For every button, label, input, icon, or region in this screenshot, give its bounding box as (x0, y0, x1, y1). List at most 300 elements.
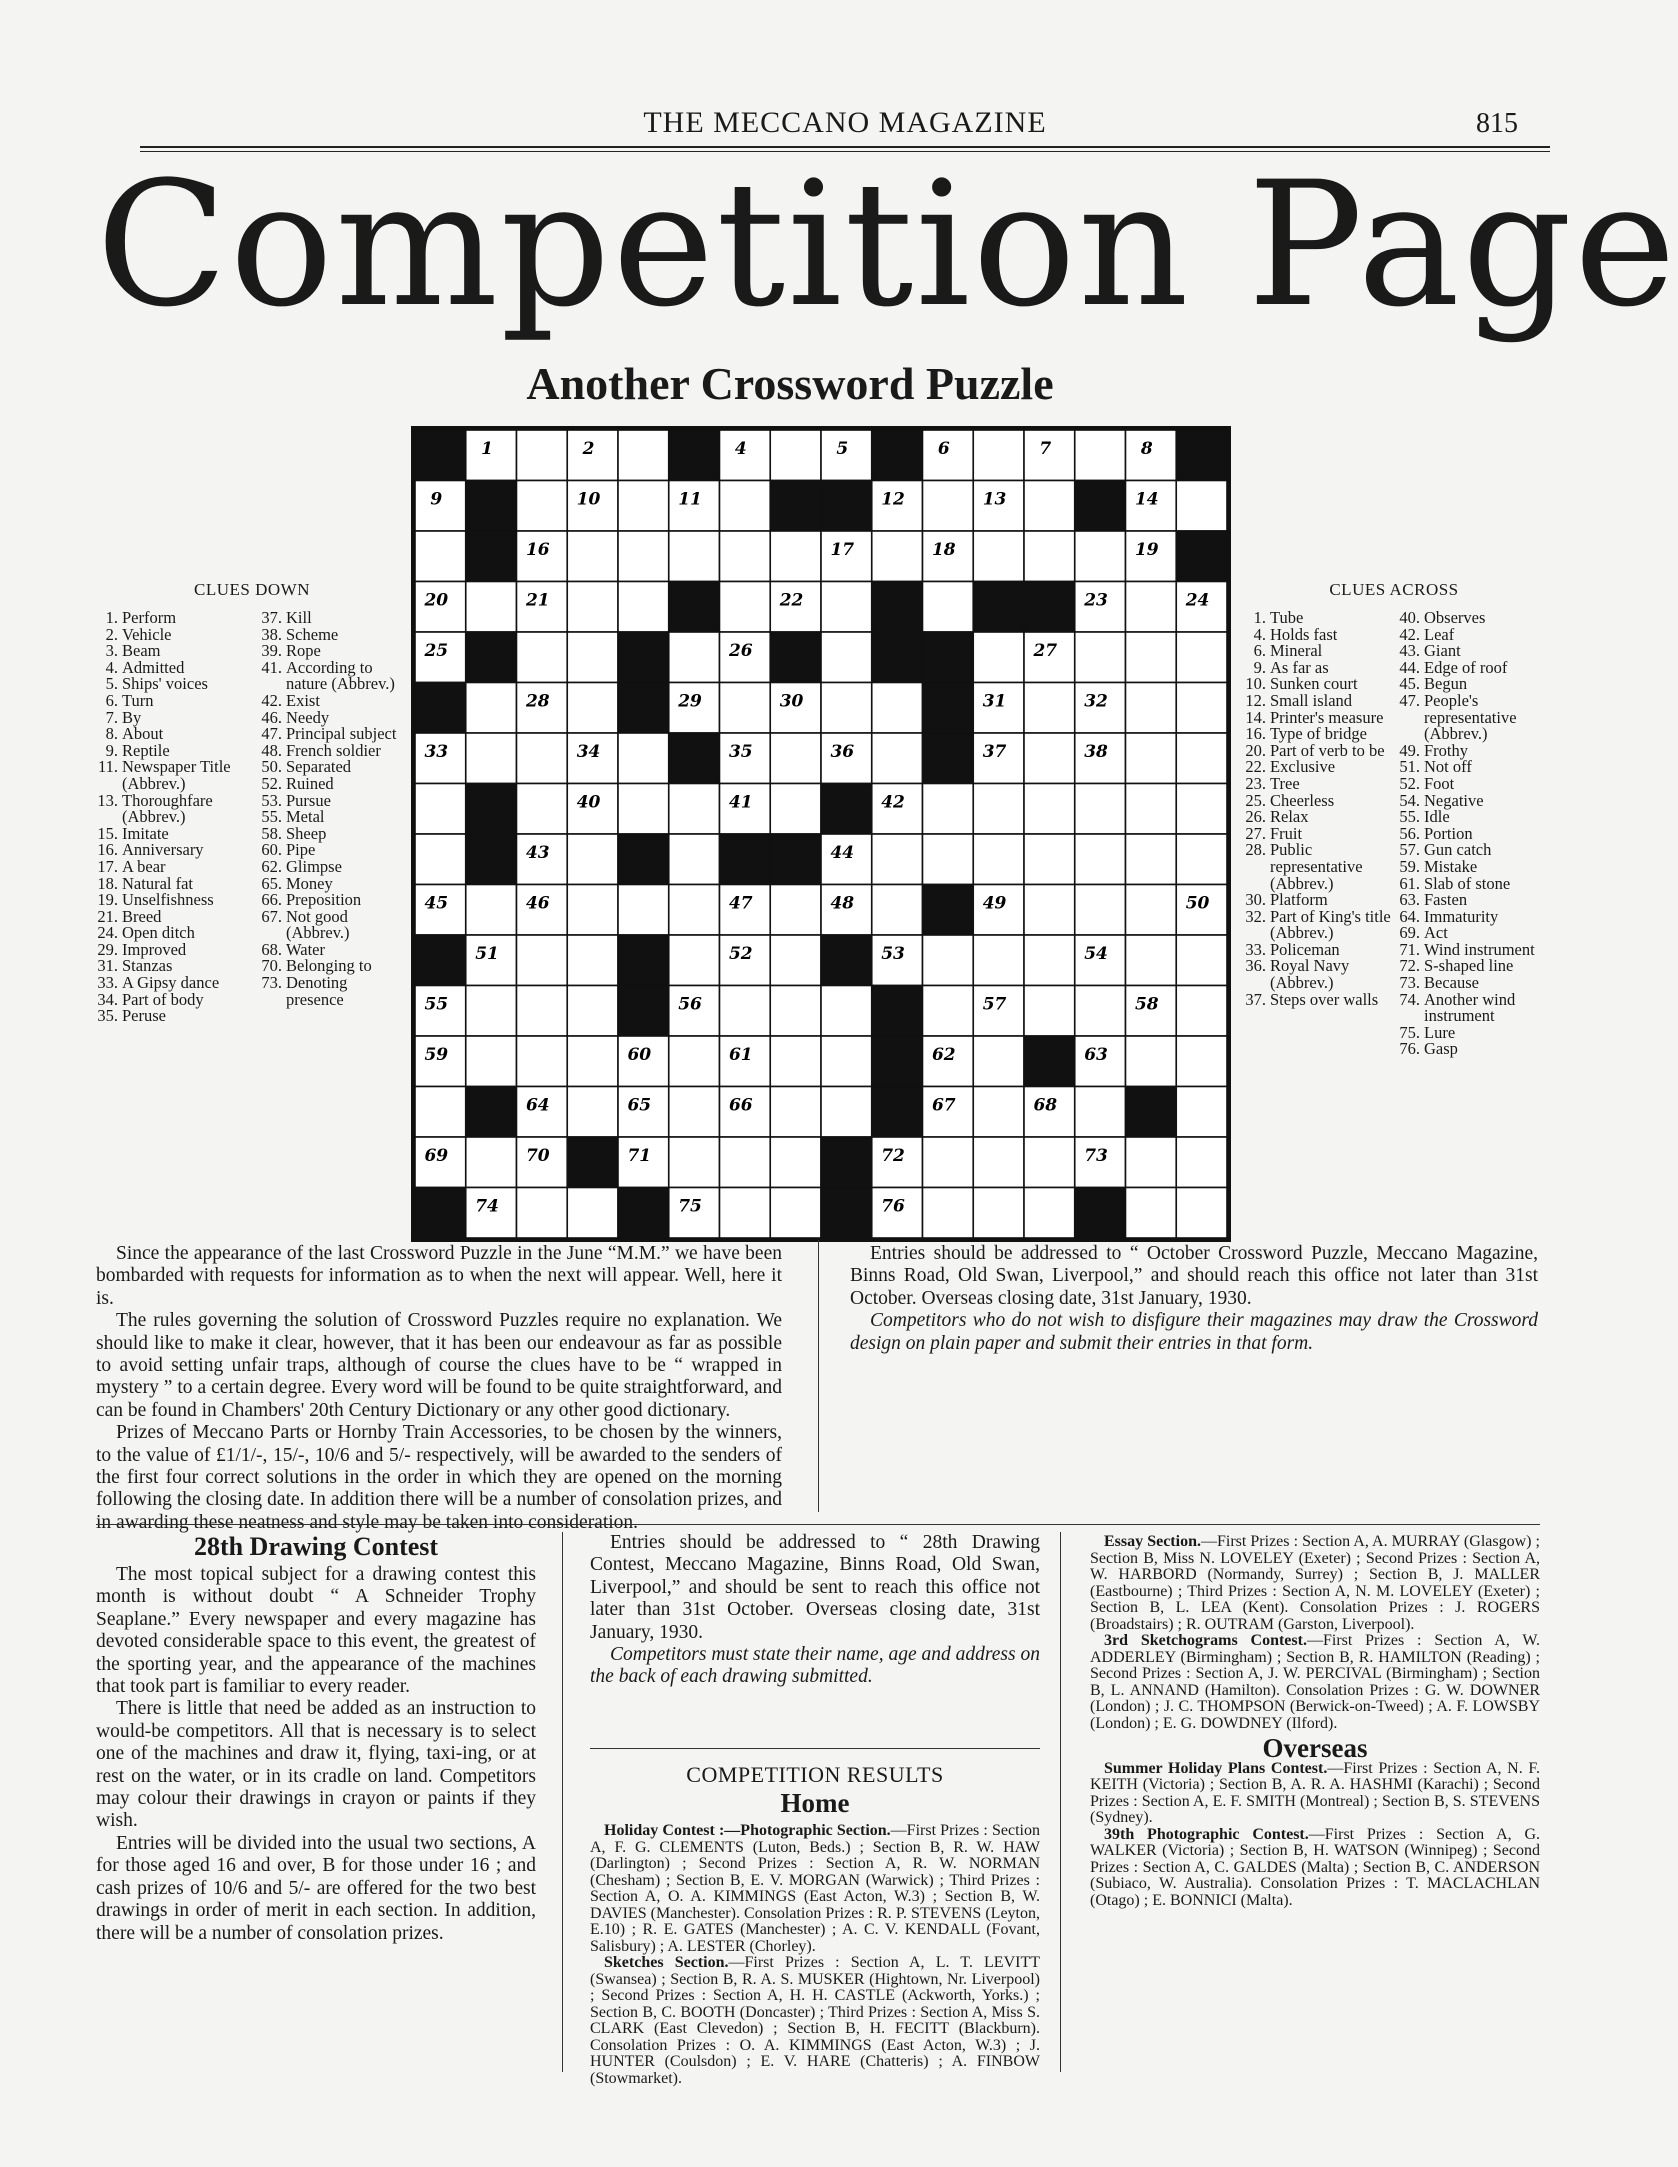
black-square (618, 986, 669, 1037)
clue-number: 73. (261, 973, 282, 993)
cell-number: 54 (1084, 944, 1108, 965)
clue-number: 68. (261, 939, 282, 959)
clue-text: Portion (1424, 823, 1473, 843)
clue-number: 7. (105, 707, 118, 727)
clue-item (96, 989, 256, 1009)
crossword-cell (1126, 1137, 1177, 1188)
clue-number: 65. (261, 873, 282, 893)
cell-number: 73 (1084, 1146, 1108, 1167)
cell-number: 34 (576, 742, 601, 763)
black-square (872, 1087, 923, 1138)
cell-number: 65 (627, 1095, 652, 1116)
clue-text: Scheme (286, 624, 339, 644)
clue-item (260, 790, 408, 810)
clue-number: 55. (261, 807, 282, 827)
crossword-grid (411, 426, 1231, 1242)
clue-text: Tube (1270, 608, 1304, 627)
crossword-cell (517, 632, 568, 683)
clue-number: 36. (1245, 956, 1266, 976)
intro-paragraph-4: Entries should be addressed to “ October Crossword Puzzle, Meccano Magazine, Binns Road, Old Swan, Liverpool,” and should reach this office not later than 31st October. Overseas closing date, 31st January, 1930. (850, 1243, 1538, 1309)
black-square (1075, 1188, 1126, 1239)
clue-text: Anniversary (122, 840, 204, 860)
crossword-cell (770, 1188, 821, 1239)
clue-number: 23. (1245, 773, 1266, 793)
crossword-cell (872, 885, 923, 936)
clue-item (260, 856, 408, 876)
clue-item (1244, 906, 1394, 943)
cell-number: 55 (424, 994, 449, 1015)
clue-text: Thoroughfare (Abbrev.) (122, 790, 213, 827)
clue-number: 51. (1399, 757, 1420, 777)
cell-number: 7 (1039, 439, 1052, 460)
clue-item (96, 759, 256, 792)
cell-number: 63 (1084, 1045, 1108, 1066)
black-square (821, 784, 872, 835)
clue-number: 34. (97, 989, 118, 1009)
clue-number: 33. (97, 973, 118, 993)
black-square (1075, 481, 1126, 532)
cell-number: 47 (728, 893, 753, 914)
crossword-cell (618, 784, 669, 835)
crossword-cell (770, 430, 821, 481)
clue-item (1244, 958, 1394, 991)
intro-paragraph-2: The rules governing the solution of Crossword Puzzles require no explanation. We should like to make it clear, however, that it has been our endeavour as far as possible to avoid setting unfair traps, although of course the clues have to be “ wrapped in mystery ” to a certain degree. Every word will be found to be quite straightforward, and can be found in Chambers' 20th Century Dictionary or any other good dictionary. (96, 1310, 782, 1421)
clue-item (96, 842, 256, 859)
clue-number: 32. (1245, 906, 1266, 926)
clue-item (260, 773, 408, 793)
cell-number: 46 (525, 893, 550, 914)
clue-text: Sheep (286, 823, 327, 843)
clue-text: S-shaped line (1424, 956, 1514, 976)
cell-number: 49 (982, 893, 1007, 914)
black-square (618, 935, 669, 986)
clue-text: Turn (122, 690, 154, 710)
cell-number: 9 (430, 489, 443, 510)
clue-number: 57. (1399, 840, 1420, 860)
summer-result: Summer Holiday Plans Contest.—First Prizes : Section A, N. F. KEITH (Victoria) ; Section B, A. R. A. HASHMI (Karachi) ; Second Prizes : Section A, E. F. SMITH (Montreal) ; Section B, S. STEVENS (Sydney). (1090, 1759, 1540, 1826)
cell-number: 74 (475, 1196, 499, 1217)
results-home-heading: Home (780, 1788, 850, 1818)
section-rule (96, 1524, 1540, 1525)
crossword-cell (669, 1087, 720, 1138)
cell-number: 8 (1140, 439, 1153, 460)
clue-text: Royal Navy (Abbrev.) (1270, 956, 1350, 993)
black-square (618, 834, 669, 885)
clue-number: 67. (261, 906, 282, 926)
clue-number: 60. (261, 840, 282, 860)
clue-text: Negative (1424, 790, 1484, 810)
crossword-cell (973, 784, 1024, 835)
crossword-cell (923, 1188, 974, 1239)
clue-text: Observes (1424, 608, 1486, 627)
clue-text: Ships' voices (122, 674, 208, 694)
cell-number: 10 (576, 489, 601, 510)
clue-number: 14. (1245, 707, 1266, 727)
clue-text: Tree (1270, 773, 1300, 793)
crossword-cell (567, 531, 618, 582)
clues-down-col-2 (260, 610, 408, 1008)
clue-item (96, 610, 256, 627)
crossword-cell (567, 935, 618, 986)
black-square (770, 481, 821, 532)
clue-item (96, 676, 256, 693)
clue-number: 35. (97, 1006, 118, 1026)
clue-item (96, 690, 256, 710)
clue-text: Exclusive (1270, 757, 1336, 777)
clue-text: Mistake (1424, 856, 1478, 876)
cell-number: 13 (982, 489, 1007, 510)
clue-number: 25. (1245, 790, 1266, 810)
clue-number: 29. (97, 939, 118, 959)
cell-number: 32 (1084, 691, 1108, 712)
cell-number: 24 (1185, 590, 1210, 611)
crossword-cell (1176, 986, 1227, 1037)
crossword-cell (770, 1137, 821, 1188)
clue-number: 16. (97, 840, 118, 860)
clue-text: A Gipsy dance (122, 973, 220, 993)
crossword-cell (1024, 1137, 1075, 1188)
crossword-cell (415, 834, 466, 885)
clue-item (1244, 842, 1394, 892)
running-header (140, 104, 1550, 144)
clue-number: 37. (1245, 989, 1266, 1009)
clue-text: Beam (122, 641, 161, 661)
clue-text: Foot (1424, 773, 1455, 793)
crossword-cell (973, 632, 1024, 683)
crossword-cell (1024, 784, 1075, 835)
black-square (1024, 1036, 1075, 1087)
clue-text: Immaturity (1424, 906, 1499, 926)
clue-number: 28. (1245, 840, 1266, 860)
crossword-cell (923, 481, 974, 532)
crossword-cell (567, 885, 618, 936)
black-square (923, 885, 974, 936)
black-square (466, 531, 517, 582)
drawing-paragraph-2: There is little that need be added as an instruction to would-be competitors. All that is necessary is to select one of the machines and draw it, flying, taxi-ing, or at rest on the water, or in its cradle on land. Competitors may colour their drawings in crayon or paints if they wish. (96, 1698, 536, 1832)
clue-number: 20. (1245, 740, 1266, 760)
crossword-cell (923, 834, 974, 885)
clue-text: Lure (1424, 1022, 1456, 1042)
clue-text: Perform (122, 608, 177, 627)
clue-text: Glimpse (286, 856, 342, 876)
clue-item (260, 759, 408, 776)
clue-number: 43. (1399, 641, 1420, 661)
photo39-result: 39th Photographic Contest.—First Prizes : Section A, G. WALKER (Victoria) ; Section B, H. WATSON (Winnipeg) ; Second Prizes : Section A, C. GALDES (Malta) ; Section B, C. ANDERSON (Subiaco, W. Australia). Consolation Prizes : T. MACLACHLAN (Otago) ; E. BONNICI (Malta). (1090, 1825, 1541, 1909)
clue-text: A bear (122, 856, 166, 876)
crossword-cell (770, 531, 821, 582)
crossword-cell (1075, 531, 1126, 582)
clues-across-col-2 (1398, 610, 1544, 1058)
clue-number: 1. (1253, 608, 1266, 627)
crossword-cell (973, 1036, 1024, 1087)
cell-number: 33 (424, 742, 449, 763)
clue-number: 18. (97, 873, 118, 893)
clue-text: Part of verb to be (1270, 740, 1385, 760)
clue-item (96, 892, 256, 909)
crossword-cell (821, 683, 872, 734)
cell-number: 52 (728, 944, 753, 965)
clue-number: 58. (261, 823, 282, 843)
black-square (923, 632, 974, 683)
clue-number: 48. (261, 740, 282, 760)
black-square (1176, 430, 1227, 481)
clue-number: 12. (1245, 690, 1266, 710)
crossword-cell (1176, 1137, 1227, 1188)
black-square (618, 632, 669, 683)
sketchograms-result: 3rd Sketchograms Contest.—First Prizes : Section A, W. ADDERLEY (Birmingham) ; Section B, R. HAMILTON (Reading) ; Second Prizes : Section A, J. W. PERCIVAL (Birmingham) ; Section B, L. ANNAND (Hamilton). Consolation Prizes : G. W. DOWNER (London) ; J. C. THOMPSON (Berwick-on-Tweed) ; A. F. LOWSBY (London) ; E. G. DOWDNEY (Ilford). (1090, 1632, 1540, 1732)
cell-number: 12 (881, 489, 905, 510)
drawing-paragraph-5: Competitors must state their name, age and address on the back of each drawing submitted. (590, 1644, 1040, 1688)
clue-item (1244, 823, 1394, 843)
clue-number: 8. (105, 724, 118, 744)
crossword-cell (720, 582, 771, 633)
results-title: COMPETITION RESULTS (686, 1762, 944, 1787)
crossword-cell (973, 834, 1024, 885)
clue-text: Peruse (122, 1006, 166, 1026)
clue-text: Slab of stone (1424, 873, 1511, 893)
intro-right-column (850, 1243, 1538, 1355)
black-square (821, 1188, 872, 1239)
clue-text: Part of King's title (Abbrev.) (1270, 906, 1391, 943)
crossword-cell (1024, 1188, 1075, 1239)
clue-number: 55. (1399, 807, 1420, 827)
clue-number: 62. (261, 856, 282, 876)
crossword-cell (1024, 481, 1075, 532)
clue-text: Imitate (122, 823, 169, 843)
clue-number: 38. (261, 624, 282, 644)
crossword-cell (1126, 683, 1177, 734)
black-square (1126, 1087, 1177, 1138)
crossword-cell (1024, 683, 1075, 734)
clue-number: 70. (261, 956, 282, 976)
results-rule (590, 1748, 1040, 1749)
cell-number: 11 (678, 489, 702, 510)
middle-column (590, 1532, 1040, 2087)
crossword-cell (517, 986, 568, 1037)
cell-number: 25 (424, 641, 449, 662)
clue-number: 6. (1253, 641, 1266, 661)
clue-number: 19. (97, 890, 118, 910)
crossword-cell (567, 986, 618, 1037)
clue-number: 42. (261, 690, 282, 710)
crossword-cell (567, 834, 618, 885)
clue-item (260, 690, 408, 710)
cell-number: 18 (931, 540, 956, 561)
black-square (923, 733, 974, 784)
clue-item (1398, 989, 1544, 1026)
cell-number: 5 (836, 439, 849, 460)
cell-number: 53 (881, 944, 905, 965)
intro-paragraph-5: Competitors who do not wish to disfigure their magazines may draw the Crossword design on plain paper and submit their entries in that form. (850, 1310, 1538, 1354)
clue-text: Kill (286, 608, 312, 627)
crossword-cell (466, 733, 517, 784)
crossword-cell (923, 935, 974, 986)
black-square (770, 834, 821, 885)
cell-number: 60 (627, 1045, 652, 1066)
clues-down-heading: CLUES DOWN (194, 580, 310, 599)
clue-item (260, 823, 408, 843)
crossword-cell (1176, 733, 1227, 784)
clue-text: As far as (1270, 657, 1329, 677)
clue-number: 40. (1399, 608, 1420, 627)
clue-item (260, 657, 408, 694)
black-square (618, 683, 669, 734)
crossword-cell (567, 582, 618, 633)
clue-number: 22. (1245, 757, 1266, 777)
cell-number: 22 (779, 590, 804, 611)
cell-number: 66 (728, 1095, 753, 1116)
clue-number: 4. (105, 657, 118, 677)
clue-text: French soldier (286, 740, 381, 760)
crossword-cell (1126, 733, 1177, 784)
black-square (821, 481, 872, 532)
crossword-cell (669, 885, 720, 936)
cell-number: 19 (1134, 540, 1159, 561)
clue-text: Gun catch (1424, 840, 1492, 860)
drawing-paragraph-1: The most topical subject for a drawing contest this month is without doubt “ A Schneider Trophy Seaplane.” Every newspaper and every magazine has devoted considerable space to this event, the greatest of the sporting year, and the appearance of the machines that took part is familiar to every reader. (96, 1564, 536, 1698)
clue-number: 54. (1399, 790, 1420, 810)
clue-number: 31. (97, 956, 118, 976)
clue-text: Separated (286, 757, 352, 777)
black-square (618, 1188, 669, 1239)
black-square (466, 481, 517, 532)
cell-number: 6 (937, 439, 950, 460)
crossword-cell (720, 481, 771, 532)
crossword-cell (415, 531, 466, 582)
black-square (669, 430, 720, 481)
cell-number: 35 (728, 742, 753, 763)
cell-number: 72 (881, 1146, 905, 1167)
clue-number: 66. (261, 890, 282, 910)
crossword-cell (466, 683, 517, 734)
intro-divider (818, 1240, 819, 1512)
clue-text: Holds fast (1270, 624, 1338, 644)
crossword-cell (618, 481, 669, 532)
crossword-cell (669, 834, 720, 885)
drawing-contest (96, 1532, 536, 1945)
cell-number: 38 (1084, 742, 1108, 763)
clue-number: 4. (1253, 624, 1266, 644)
crossword-cell (1176, 481, 1227, 532)
clue-number: 52. (1399, 773, 1420, 793)
black-square (567, 1137, 618, 1188)
clue-item (260, 809, 408, 826)
cell-number: 29 (678, 691, 702, 712)
clue-text: Frothy (1424, 740, 1469, 760)
clue-number: 30. (1245, 890, 1266, 910)
crossword-cell (1075, 430, 1126, 481)
cell-number: 41 (728, 792, 753, 813)
crossword-cell (1126, 582, 1177, 633)
cell-number: 26 (728, 641, 753, 662)
clue-text: Improved (122, 939, 187, 959)
clue-text: Relax (1270, 807, 1309, 827)
crossword-cell (1024, 531, 1075, 582)
clue-number: 76. (1399, 1039, 1420, 1059)
clues-down (96, 582, 408, 1062)
clue-text: Ruined (286, 773, 334, 793)
intro-paragraph-1: Since the appearance of the last Crossword Puzzle in the June “M.M.” we have been bombarded with requests for information as to when the next will appear. Well, here it is. (96, 1243, 782, 1309)
results-right-column (1090, 1534, 1540, 1909)
crossword-cell (770, 1036, 821, 1087)
black-square (720, 834, 771, 885)
clue-text: Not good (Abbrev.) (286, 906, 350, 943)
black-square (669, 582, 720, 633)
clue-item (260, 624, 408, 644)
crossword-cell (567, 632, 618, 683)
cell-number: 37 (982, 742, 1007, 763)
crossword-cell (567, 1087, 618, 1138)
crossword-cell (1075, 834, 1126, 885)
clue-text: Unselfishness (122, 890, 214, 910)
black-square (415, 1188, 466, 1239)
puzzle-subtitle: Another Crossword Puzzle (526, 358, 1054, 409)
crossword-cell (770, 986, 821, 1037)
crossword-cell (1126, 885, 1177, 936)
crossword-cell (517, 784, 568, 835)
black-square (923, 683, 974, 734)
crossword-cell (1176, 834, 1227, 885)
clue-item (1244, 809, 1394, 826)
cell-number: 61 (728, 1045, 753, 1066)
clue-text: Fruit (1270, 823, 1303, 843)
crossword-cell (1024, 834, 1075, 885)
crossword-cell (973, 1137, 1024, 1188)
cell-number: 51 (475, 944, 499, 965)
clue-number: 11. (97, 757, 118, 777)
clue-number: 42. (1399, 624, 1420, 644)
crossword-cell (618, 885, 669, 936)
crossword-cell (923, 582, 974, 633)
crossword-cell (618, 582, 669, 633)
clue-number: 59. (1399, 856, 1420, 876)
black-square (669, 733, 720, 784)
clue-text: Sunken court (1270, 674, 1358, 694)
crossword-cell (720, 1188, 771, 1239)
clue-number: 52. (261, 773, 282, 793)
clues-across-heading: CLUES ACROSS (1329, 580, 1459, 599)
crossword-cell (973, 1087, 1024, 1138)
crossword-cell (669, 1137, 720, 1188)
clue-number: 1. (105, 608, 118, 627)
cell-number: 56 (678, 994, 702, 1015)
crossword-cell (466, 1137, 517, 1188)
clue-item (96, 624, 256, 644)
cell-number: 68 (1033, 1095, 1058, 1116)
clue-text: Policeman (1270, 939, 1340, 959)
crossword-cell (821, 1036, 872, 1087)
crossword-cell (923, 1137, 974, 1188)
clue-text: Denoting presence (286, 973, 348, 1009)
results-overseas-heading: Overseas (1262, 1733, 1368, 1763)
crossword-svg (415, 430, 1227, 1238)
clue-number: 50. (261, 757, 282, 777)
crossword-cell (1126, 632, 1177, 683)
clues-across (1244, 582, 1544, 1082)
cell-number: 76 (881, 1196, 905, 1217)
page-number: 815 (1476, 108, 1518, 139)
holiday-result: Holiday Contest :—Photographic Section.—First Prizes : Section A, F. G. CLEMENTS (Luton, Beds.) ; Section B, R. W. HAW (Darlington) ; Second Prizes : Section A, R. W. NORMAN (Chesham) ; Section B, E. V. MORGAN (Warwick) ; Third Prizes : Section A, O. A. KIMMINGS (East Acton, W.3) ; Section B, W. DAVIES (Manchester). Consolation Prizes : R. P. STEVENS (Leyton, E.10) ; R. E. GATES (Manchester) ; A. C. V. KENDALL (Fovant, Salisbury) ; A. LESTER (Chorley). (590, 1822, 1040, 1955)
clue-number: 47. (1399, 690, 1420, 710)
black-square (872, 632, 923, 683)
clue-item (96, 1008, 256, 1025)
crossword-cell (720, 986, 771, 1037)
black-square (872, 1036, 923, 1087)
clue-text: Act (1424, 923, 1448, 943)
clue-number: 9. (105, 740, 118, 760)
crossword-cell (669, 632, 720, 683)
crossword-cell (770, 935, 821, 986)
